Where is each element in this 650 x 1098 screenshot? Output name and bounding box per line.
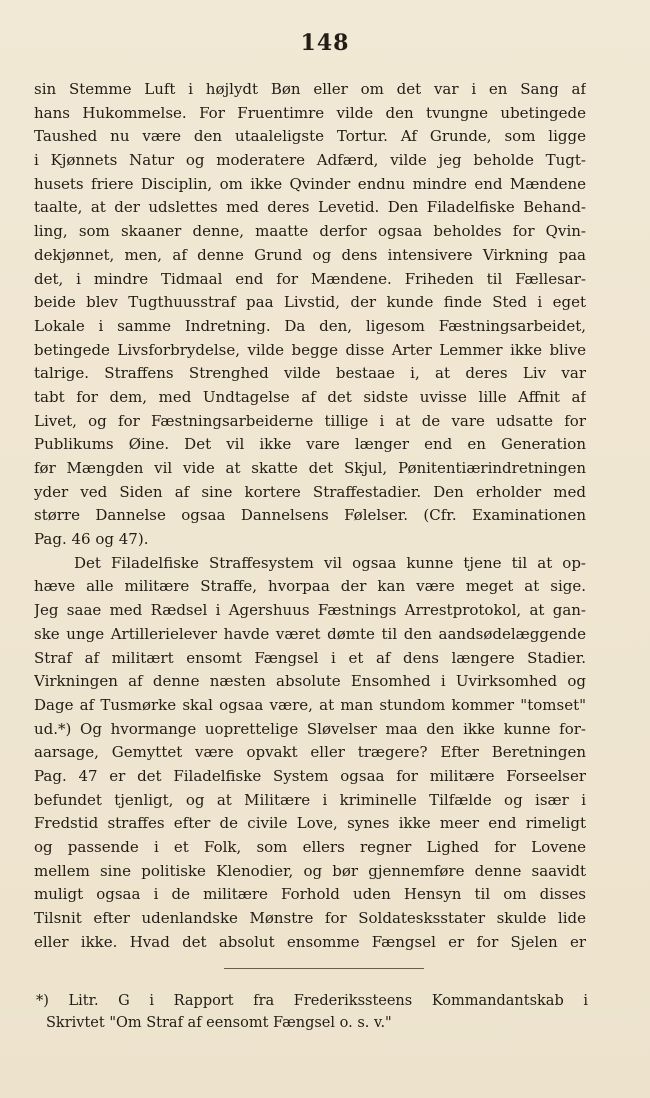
- text-line: Virkningen af denne næsten absolute Ensomhed i Uvirksomhed og: [34, 672, 586, 691]
- text-line: hæve alle militære Straffe, hvorpaa der kan være meget at sige.: [34, 577, 586, 596]
- text-line: Fredstid straffes efter de civile Love, synes ikke meer end rimeligt: [34, 814, 586, 833]
- text-line: Lokale i samme Indretning. Da den, ligesom Fæstningsarbeidet,: [34, 316, 586, 335]
- text-line: større Dannelse ogsaa Dannelsens Følelser. (Cfr. Examinationen: [34, 506, 586, 525]
- text-line: taalte, at der udslettes med deres Levetid. Den Filadelfiske Behand-: [34, 198, 586, 217]
- text-line: ske unge Artillerielever havde været dømte til den aandsødelæggende: [34, 624, 586, 643]
- text-line: aarsage, Gemyttet være opvakt eller trægere? Efter Beretningen: [34, 743, 586, 762]
- footnote-line: *) Litr. G i Rapport fra Frederikssteens Kommandantskab i: [36, 993, 588, 1009]
- text-line: ling, som skaaner denne, maatte derfor ogsaa beholdes for Qvin-: [34, 222, 586, 241]
- text-line: Publikums Øine. Det vil ikke vare længer end en Generation: [34, 435, 586, 454]
- text-line: muligt ogsaa i de militære Forhold uden Hensyn til om disses: [34, 885, 586, 904]
- text-line: og passende i et Folk, som ellers regner Lighed for Lovene: [34, 838, 586, 856]
- text-line: Livet, og for Fæstningsarbeiderne tillige i at de vare udsatte for: [34, 411, 586, 430]
- text-line: i Kjønnets Natur og moderatere Adfærd, vilde jeg beholde Tugt-: [34, 151, 586, 170]
- text-line: før Mængden vil vide at skatte det Skjul, Pønitentiærindretningen: [34, 459, 586, 477]
- text-line: husets friere Disciplin, om ikke Qvinder endnu mindre end Mændene: [34, 174, 586, 193]
- text-line: betingede Livsforbrydelse, vilde begge disse Arter Lemmer ikke blive: [34, 340, 586, 359]
- text-line: mellem sine politiske Klenodier, og bør gjennemføre denne saavidt: [34, 861, 586, 880]
- text-line: Straf af militært ensomt Fængsel i et af dens længere Stadier.: [34, 648, 586, 667]
- text-line: Taushed nu være den utaaleligste Tortur. Af Grunde, som ligge: [34, 127, 586, 146]
- text-line: Dage af Tusmørke skal ogsaa være, at man stundom kommer "tomset": [34, 695, 586, 714]
- footnote-divider: [224, 968, 424, 969]
- text-line: beide blev Tugthuusstraf paa Livstid, der kunde finde Sted i eget: [34, 293, 586, 312]
- text-line: Pag. 46 og 47).: [34, 530, 149, 549]
- text-line: det, i mindre Tidmaal end for Mændene. Friheden til Fællesar-: [34, 269, 586, 288]
- text-line: dekjønnet, men, af denne Grund og dens intensivere Virkning paa: [34, 245, 586, 264]
- footnote-line: Skrivtet "Om Straf af eensomt Fængsel o. s. v.": [46, 1015, 392, 1031]
- text-line: ud.*) Og hvormange uoprettelige Sløvelser maa den ikke kunne for-: [34, 719, 586, 738]
- text-line: Jeg saae med Rædsel i Agershuus Fæstnings Arrestprotokol, at gan-: [34, 601, 586, 620]
- text-line: befundet tjenligt, og at Militære i kriminelle Tilfælde og især i: [34, 790, 586, 809]
- text-line: hans Hukommelse. For Fruentimre vilde den tvungne ubetingede: [34, 103, 586, 122]
- text-line: sin Stemme Luft i højlydt Bøn eller om det var i en Sang af: [34, 80, 586, 98]
- text-line: yder ved Siden af sine kortere Straffestadier. Den erholder med: [34, 482, 586, 501]
- text-line: tabt for dem, med Undtagelse af det sidste uvisse lille Affnit af: [34, 387, 586, 406]
- text-line: Tilsnit efter udenlandske Mønstre for Soldatesksstater skulde lide: [34, 909, 586, 928]
- body-text: [34, 78, 586, 954]
- text-line: Pag. 47 er det Filadelfiske System ogsaa for militære Forseelser: [34, 766, 586, 785]
- text-line: talrige. Straffens Strenghed vilde bestaae i, at deres Liv var: [34, 364, 586, 383]
- text-line: eller ikke. Hvad det absolut ensomme Fængsel er for Sjelen er: [34, 932, 586, 951]
- text-line: Det Filadelfiske Straffesystem vil ogsaa kunne tjene til at op-: [74, 553, 586, 572]
- footnote: [36, 990, 588, 1034]
- page-number: 148: [300, 30, 350, 56]
